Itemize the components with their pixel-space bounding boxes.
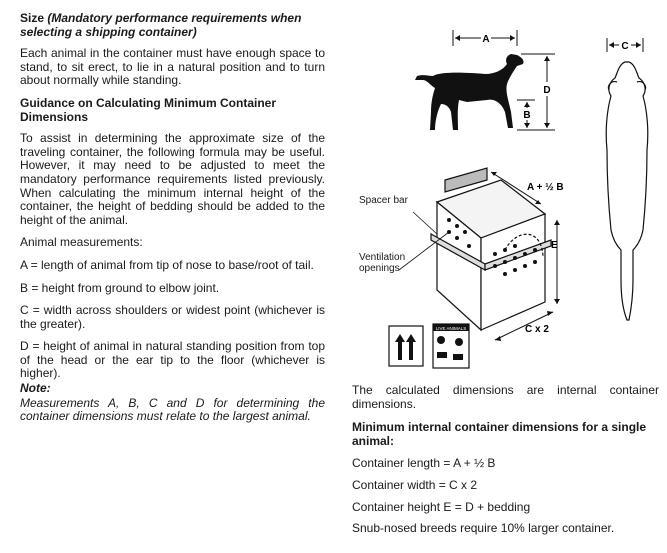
snub-nosed-note: Snub-nosed breeds require 10% larger container.: [352, 521, 615, 536]
dog-top-view-icon: [606, 62, 648, 320]
live-animals-label: [433, 324, 469, 368]
label-c: C: [621, 41, 629, 52]
note-label: Note:: [20, 381, 51, 396]
label-width: C x 2: [525, 324, 549, 335]
label-length: A + ½ B: [527, 182, 564, 193]
measure-a: A = length of animal from tip of nose to base/root of tail.: [20, 257, 314, 272]
left-column: [20, 12, 325, 424]
right-column: [352, 384, 659, 544]
calc-text: The calculated dimensions are internal container dimensions.: [352, 383, 659, 411]
measure-c: C = width across shoulders or widest point (whichever is the greater).: [20, 303, 325, 331]
size-heading-title: Size: [20, 11, 45, 25]
measure-b: B = height from ground to elbow joint.: [20, 280, 220, 295]
guidance-paragraph: To assist in determining the approximate size of the traveling container, the following formula may be useful. However, it may need to be adjusted to meet the mandatory performance requirements listed previously. When calculating the minimum internal height of the container, the height of bedding should be added to the height of the animal.: [20, 131, 325, 227]
spacer-bar-label: Spacer bar: [359, 195, 408, 206]
label-e: E: [551, 240, 558, 251]
guidance-heading: Guidance on Calculating Minimum Container Dimensions: [20, 95, 277, 124]
measure-d: D = height of animal in natural standing position from top of the head or the ear tip to the floor (whichever is higher).: [20, 339, 325, 381]
live-animals-text: LIVE ANIMALS: [435, 326, 467, 331]
dog-side-icon: [415, 54, 524, 130]
height-formula: Container height E = D + bedding: [352, 499, 531, 514]
min-dimensions-heading: Minimum internal container dimensions for a single animal:: [352, 420, 647, 448]
size-heading: [20, 12, 325, 39]
label-b: B: [523, 110, 531, 121]
ventilation-label: Ventilation openings: [359, 252, 406, 274]
label-d: D: [543, 85, 551, 96]
measurements-label: Animal measurements:: [20, 235, 143, 250]
this-way-up-label: [389, 326, 423, 366]
size-heading-sub: (Mandatory performance requirements when selecting a shipping container): [20, 11, 302, 39]
length-formula: Container length = A + ½ B: [352, 456, 496, 471]
size-paragraph: Each animal in the container must have enough space to stand, to sit erect, to lie in a natural position and to turn about normally while standing.: [20, 46, 325, 88]
label-a: A: [482, 34, 490, 45]
note-text: Measurements A, B, C and D for determining the container dimensions must relate to the largest animal.: [20, 395, 325, 424]
e-dimension: [554, 220, 560, 304]
width-formula: Container width = C x 2: [352, 477, 478, 492]
